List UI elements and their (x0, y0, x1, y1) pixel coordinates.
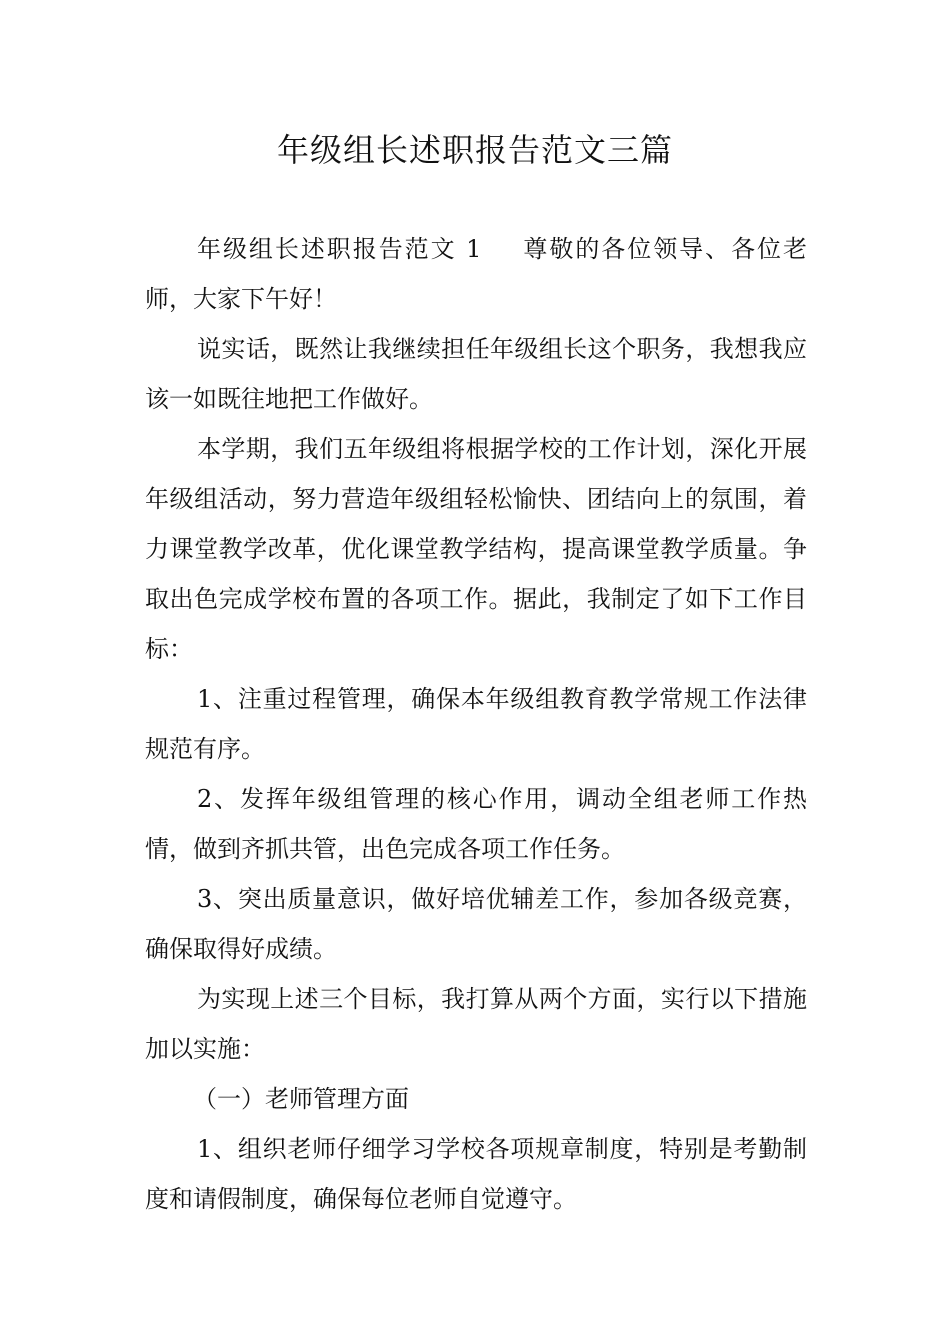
greeting-text: 尊敬的各位领导、各位老师，大家下午好！ (145, 235, 807, 313)
paragraph-measures: 为实现上述三个目标，我打算从两个方面，实行以下措施加以实施： (145, 985, 807, 1063)
paragraph-plan: 本学期，我们五年级组将根据学校的工作计划，深化开展年级组活动，努力营造年级组轻松愉快、团结向上的氛围，着力课堂教学改革，优化课堂教学结构，提高课堂教学质量。争取出色完成学校布置的各项工作。据此，我制定了如下工作目标： (145, 435, 807, 663)
measure-item-1: 1、组织老师仔细学习学校各项规章制度，特别是考勤制度和请假制度，确保每位老师自觉遵守。 (145, 1135, 807, 1213)
goal-item-1: 1、注重过程管理，确保本年级组教育教学常规工作法律规范有序。 (145, 685, 807, 763)
document-body (145, 224, 807, 1224)
goal-item-3: 3、突出质量意识，做好培优辅差工作，参加各级竞赛，确保取得好成绩。 (145, 885, 807, 963)
subsection-heading: （一）老师管理方面 (193, 1085, 409, 1113)
document-title: 年级组长述职报告范文三篇 (276, 131, 673, 169)
section-heading: 年级组长述职报告范文 1 (197, 235, 482, 263)
goal-item-2: 2、发挥年级组管理的核心作用，调动全组老师工作热情，做到齐抓共管，出色完成各项工作任务。 (145, 785, 807, 863)
paragraph-greeting (145, 224, 807, 324)
paragraph-continue-role: 说实话，既然让我继续担任年级组长这个职务，我想我应该一如既往地把工作做好。 (145, 335, 807, 413)
